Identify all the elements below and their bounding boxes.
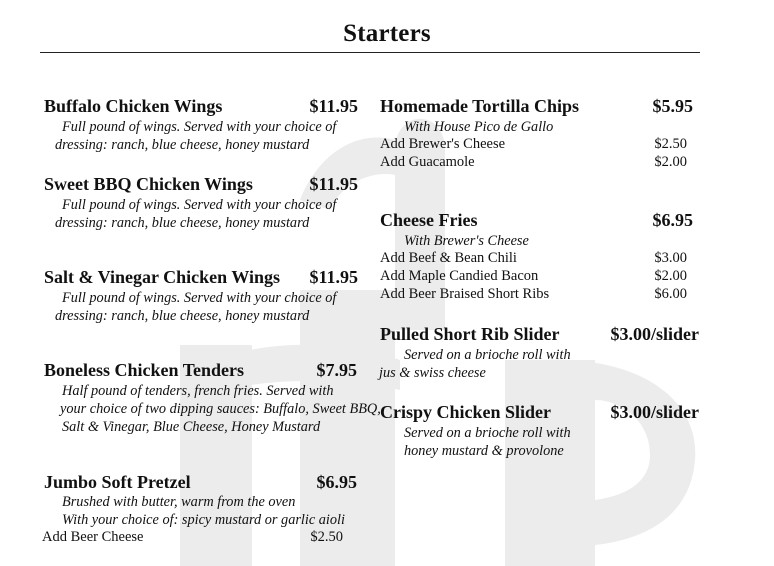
item-description: jus & swiss cheese [379,365,486,381]
addon-label: Add Guacamole [380,154,475,170]
item-description: With Brewer's Cheese [404,233,529,249]
item-name: Cheese Fries [380,210,478,230]
item-name: Salt & Vinegar Chicken Wings [44,267,281,287]
item-description: Full pound of wings. Served with your choice of [62,197,337,213]
item-description: dressing: ranch, blue cheese, honey mustard [55,215,310,231]
item-name: Pulled Short Rib Slider [380,324,560,344]
item-description: honey mustard & provolone [404,443,564,459]
item-price: $11.95 [309,267,358,287]
addon-price: $2.00 [654,154,687,170]
item-description: Served on a brioche roll with [404,425,571,441]
item-price: $3.00/slider [610,402,699,422]
addon-label: Add Maple Candied Bacon [380,268,539,284]
item-price: $11.95 [309,174,358,194]
addon-price: $3.00 [654,250,687,266]
item-name: Boneless Chicken Tenders [44,360,245,380]
addon-label: Add Beef & Bean Chili [380,250,517,266]
item-description: Served on a brioche roll with [404,347,571,363]
item-description: your choice of two dipping sauces: Buffalo, Sweet BBQ, [60,401,381,417]
item-name: Buffalo Chicken Wings [44,96,223,116]
item-name: Jumbo Soft Pretzel [44,472,191,492]
item-description: dressing: ranch, blue cheese, honey mustard [55,137,310,153]
item-name: Homemade Tortilla Chips [380,96,580,116]
item-description: Salt & Vinegar, Blue Cheese, Honey Mustard [62,419,321,435]
item-description: With your choice of: spicy mustard or garlic aioli [62,512,345,528]
addon-price: $2.50 [654,136,687,152]
item-name: Crispy Chicken Slider [380,402,552,422]
item-description: dressing: ranch, blue cheese, honey mustard [55,308,310,324]
addon-label: Add Beer Cheese [42,529,144,545]
item-price: $11.95 [309,96,358,116]
addon-price: $6.00 [654,286,687,302]
title-divider [40,52,700,53]
item-description: Full pound of wings. Served with your choice of [62,119,337,135]
item-description: Brushed with butter, warm from the oven [62,494,296,510]
item-price: $6.95 [316,472,357,492]
item-description: With House Pico de Gallo [404,119,554,135]
item-price: $5.95 [652,96,693,116]
item-price: $7.95 [316,360,357,380]
item-description: Full pound of wings. Served with your choice of [62,290,337,306]
item-price: $3.00/slider [610,324,699,344]
item-name: Sweet BBQ Chicken Wings [44,174,253,194]
item-description: Half pound of tenders, french fries. Served with [62,383,334,399]
addon-price: $2.50 [310,529,343,545]
addon-price: $2.00 [654,268,687,284]
item-price: $6.95 [652,210,693,230]
addon-label: Add Beer Braised Short Ribs [380,286,550,302]
page-title: Starters [343,20,431,47]
addon-label: Add Brewer's Cheese [380,136,506,152]
